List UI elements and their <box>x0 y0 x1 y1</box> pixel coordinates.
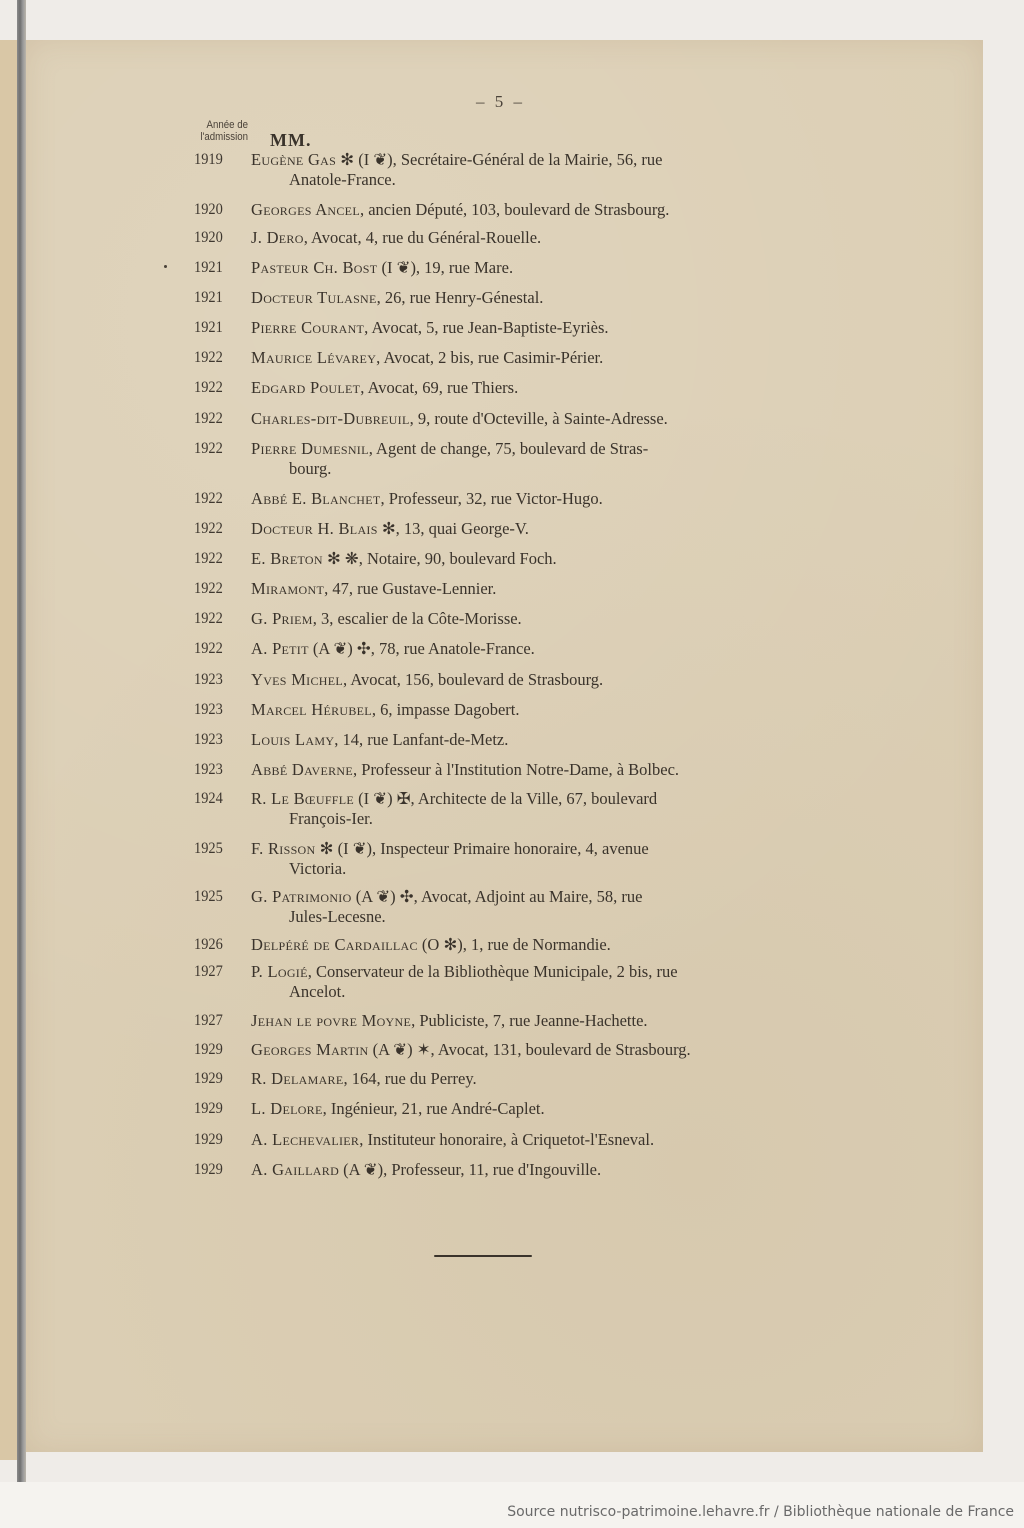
member-name: A. Gaillard <box>251 1160 340 1179</box>
member-details-line: Miramont, 47, rue Gustave-Lennier. <box>251 579 497 598</box>
member-name: Yves Michel <box>251 670 344 689</box>
member-details <box>251 378 791 398</box>
admission-year: 1929 <box>194 1131 223 1148</box>
member-name: Jehan le povre Moyne <box>251 1011 412 1030</box>
member-name: Abbé Daverne <box>251 760 354 779</box>
member-details-line: Pierre Dumesnil, Agent de change, 75, boulevard de Stras- <box>251 439 649 458</box>
member-name: Georges Martin <box>251 1040 369 1059</box>
admission-year: 1922 <box>194 610 223 627</box>
member-details <box>251 1099 791 1119</box>
admission-year: 1920 <box>194 201 223 218</box>
admission-year: 1926 <box>194 936 223 953</box>
admission-year: 1923 <box>194 701 223 718</box>
admission-year: 1923 <box>194 731 223 748</box>
member-name: Louis Lamy <box>251 730 335 749</box>
member-name: Maurice Lévarey <box>251 348 377 367</box>
member-details <box>251 439 791 479</box>
member-details <box>251 935 791 955</box>
admission-year: 1927 <box>194 963 223 980</box>
member-details <box>251 579 791 599</box>
admission-year: 1927 <box>194 1012 223 1029</box>
admission-year: 1929 <box>194 1161 223 1178</box>
member-details <box>251 789 791 829</box>
binding-shadow <box>17 0 26 1482</box>
member-details-line: L. Delore, Ingénieur, 21, rue André-Caplet. <box>251 1099 545 1118</box>
closing-rule <box>434 1255 532 1257</box>
member-name: Miramont <box>251 579 325 598</box>
admission-year: 1929 <box>194 1070 223 1087</box>
member-details-continuation: François-Ier. <box>289 809 373 828</box>
member-details-line: Pierre Courant, Avocat, 5, rue Jean-Baptiste-Eyriès. <box>251 318 609 337</box>
member-name: Pierre Dumesnil <box>251 439 369 458</box>
admission-year: 1925 <box>194 888 223 905</box>
member-details-continuation: Anatole-France. <box>289 170 396 189</box>
member-details <box>251 348 791 368</box>
admission-year: 1920 <box>194 229 223 246</box>
member-name: Docteur H. Blais <box>251 519 378 538</box>
admission-year: 1924 <box>194 790 223 807</box>
admission-year: 1922 <box>194 550 223 567</box>
member-details <box>251 839 791 879</box>
admission-year: 1922 <box>194 440 223 457</box>
member-details <box>251 1011 791 1031</box>
member-details <box>251 639 791 659</box>
member-name: A. Petit <box>251 639 309 658</box>
member-details <box>251 730 791 750</box>
member-name: P. Logié <box>251 962 308 981</box>
member-name: Abbé E. Blanchet <box>251 489 381 508</box>
admission-year: 1919 <box>194 151 223 168</box>
admission-year: 1922 <box>194 520 223 537</box>
member-name: F. Risson <box>251 839 316 858</box>
member-name: Pierre Courant <box>251 318 365 337</box>
member-name: Edgard Poulet <box>251 378 361 397</box>
member-name: G. Patrimonio <box>251 887 352 906</box>
member-name: R. Delamare <box>251 1069 344 1088</box>
member-details <box>251 228 791 248</box>
member-details-line: Jehan le povre Moyne, Publiciste, 7, rue Jeanne-Hachette. <box>251 1011 648 1030</box>
member-details-line: R. Delamare, 164, rue du Perrey. <box>251 1069 477 1088</box>
member-details <box>251 609 791 629</box>
adjacent-page-edge <box>0 40 17 1460</box>
member-details <box>251 519 791 539</box>
admission-year: 1922 <box>194 640 223 657</box>
member-details <box>251 887 791 927</box>
member-name: J. Dero <box>251 228 304 247</box>
member-details <box>251 318 791 338</box>
member-details-line: A. Gaillard (A ❦), Professeur, 11, rue d'Ingouville. <box>251 1160 602 1179</box>
member-details-line: Yves Michel, Avocat, 156, boulevard de Strasbourg. <box>251 670 604 689</box>
member-details-line: Charles-dit-Dubreuil, 9, route d'Octeville, à Sainte-Adresse. <box>251 409 668 428</box>
member-name: R. Le Bœuffle <box>251 789 355 808</box>
admission-year: 1923 <box>194 671 223 688</box>
admission-year: 1922 <box>194 410 223 427</box>
member-details-line: Delpéré de Cardaillac (O ✻), 1, rue de Normandie. <box>251 935 611 954</box>
member-details <box>251 700 791 720</box>
member-details-continuation: Ancelot. <box>289 982 346 1001</box>
member-details <box>251 1069 791 1089</box>
page-number: – 5 – <box>476 92 525 111</box>
admission-year: 1921 <box>194 259 223 276</box>
member-details <box>251 962 791 1002</box>
member-name: Delpéré de Cardaillac <box>251 935 418 954</box>
member-details <box>251 200 791 220</box>
document-page <box>26 40 983 1452</box>
member-details <box>251 150 791 190</box>
member-details <box>251 489 791 509</box>
column-header-line-2: l'admission <box>200 131 248 143</box>
member-details-line: Abbé Daverne, Professeur à l'Institution Notre-Dame, à Bolbec. <box>251 760 680 779</box>
member-details-continuation: Jules-Lecesne. <box>289 907 386 926</box>
member-name: Eugène Gas <box>251 150 337 169</box>
member-details-line: Abbé E. Blanchet, Professeur, 32, rue Victor-Hugo. <box>251 489 603 508</box>
member-details-continuation: bourg. <box>289 459 332 478</box>
member-details-line: F. Risson ✻ (I ❦), Inspecteur Primaire honoraire, 4, avenue <box>251 839 649 858</box>
member-details <box>251 1160 791 1180</box>
member-details <box>251 549 791 569</box>
member-details <box>251 670 791 690</box>
column-header-line-1: Année de <box>206 119 248 131</box>
member-details-line: Docteur H. Blais ✻, 13, quai George-V. <box>251 519 529 538</box>
member-details-line: Georges Martin (A ❦) ✶, Avocat, 131, boulevard de Strasbourg. <box>251 1040 691 1059</box>
member-details <box>251 1130 791 1150</box>
member-name: Charles-dit-Dubreuil <box>251 409 410 428</box>
member-details-line: G. Priem, 3, escalier de la Côte-Morisse. <box>251 609 522 628</box>
member-name: Marcel Hérubel <box>251 700 372 719</box>
member-details-line: Maurice Lévarey, Avocat, 2 bis, rue Casimir-Périer. <box>251 348 604 367</box>
member-details-line: Edgard Poulet, Avocat, 69, rue Thiers. <box>251 378 519 397</box>
member-details-line: J. Dero, Avocat, 4, rue du Général-Rouelle. <box>251 228 542 247</box>
member-details-line: Georges Ancel, ancien Député, 103, boulevard de Strasbourg. <box>251 200 670 219</box>
member-details-line: Marcel Hérubel, 6, impasse Dagobert. <box>251 700 520 719</box>
admission-year: 1929 <box>194 1041 223 1058</box>
admission-year: 1921 <box>194 319 223 336</box>
source-attribution: Source nutrisco-patrimoine.lehavre.fr / Bibliothèque nationale de France <box>507 1504 1014 1520</box>
member-details-line: R. Le Bœuffle (I ❦) ✠, Architecte de la Ville, 67, boulevard <box>251 789 658 808</box>
member-details-line: P. Logié, Conservateur de la Bibliothèque Municipale, 2 bis, rue <box>251 962 678 981</box>
member-name: G. Priem <box>251 609 313 628</box>
member-details <box>251 258 791 278</box>
member-details <box>251 760 791 780</box>
member-name: Georges Ancel <box>251 200 360 219</box>
member-name: Docteur Tulasne <box>251 288 377 307</box>
admission-year: 1923 <box>194 761 223 778</box>
member-details <box>251 409 791 429</box>
member-details <box>251 288 791 308</box>
admission-year: 1922 <box>194 490 223 507</box>
member-details-line: G. Patrimonio (A ❦) ✣, Avocat, Adjoint au Maire, 58, rue <box>251 887 643 906</box>
member-details-line: A. Lechevalier, Instituteur honoraire, à Criquetot-l'Esneval. <box>251 1130 655 1149</box>
member-details-continuation: Victoria. <box>289 859 347 878</box>
member-details <box>251 1040 791 1060</box>
admission-year: 1929 <box>194 1100 223 1117</box>
member-details-line: Docteur Tulasne, 26, rue Henry-Génestal. <box>251 288 544 307</box>
column-header-admission-year <box>178 119 248 143</box>
member-details-line: E. Breton ✻ ❋, Notaire, 90, boulevard Foch. <box>251 549 557 568</box>
member-details-line: A. Petit (A ❦) ✣, 78, rue Anatole-France. <box>251 639 535 658</box>
member-name: E. Breton <box>251 549 323 568</box>
admission-year: 1921 <box>194 289 223 306</box>
member-details-line: Louis Lamy, 14, rue Lanfant-de-Metz. <box>251 730 509 749</box>
member-name: Pasteur Ch. Bost <box>251 258 378 277</box>
admission-year: 1922 <box>194 379 223 396</box>
admission-year: 1925 <box>194 840 223 857</box>
salutation-heading: MM. <box>270 130 312 150</box>
admission-year: 1922 <box>194 349 223 366</box>
member-name: L. Delore <box>251 1099 323 1118</box>
member-name: A. Lechevalier <box>251 1130 360 1149</box>
member-details-line: Pasteur Ch. Bost (I ❦), 19, rue Mare. <box>251 258 514 277</box>
ink-speck <box>164 265 167 268</box>
admission-year: 1922 <box>194 580 223 597</box>
member-details-line: Eugène Gas ✻ (I ❦), Secrétaire-Général de la Mairie, 56, rue <box>251 150 663 169</box>
